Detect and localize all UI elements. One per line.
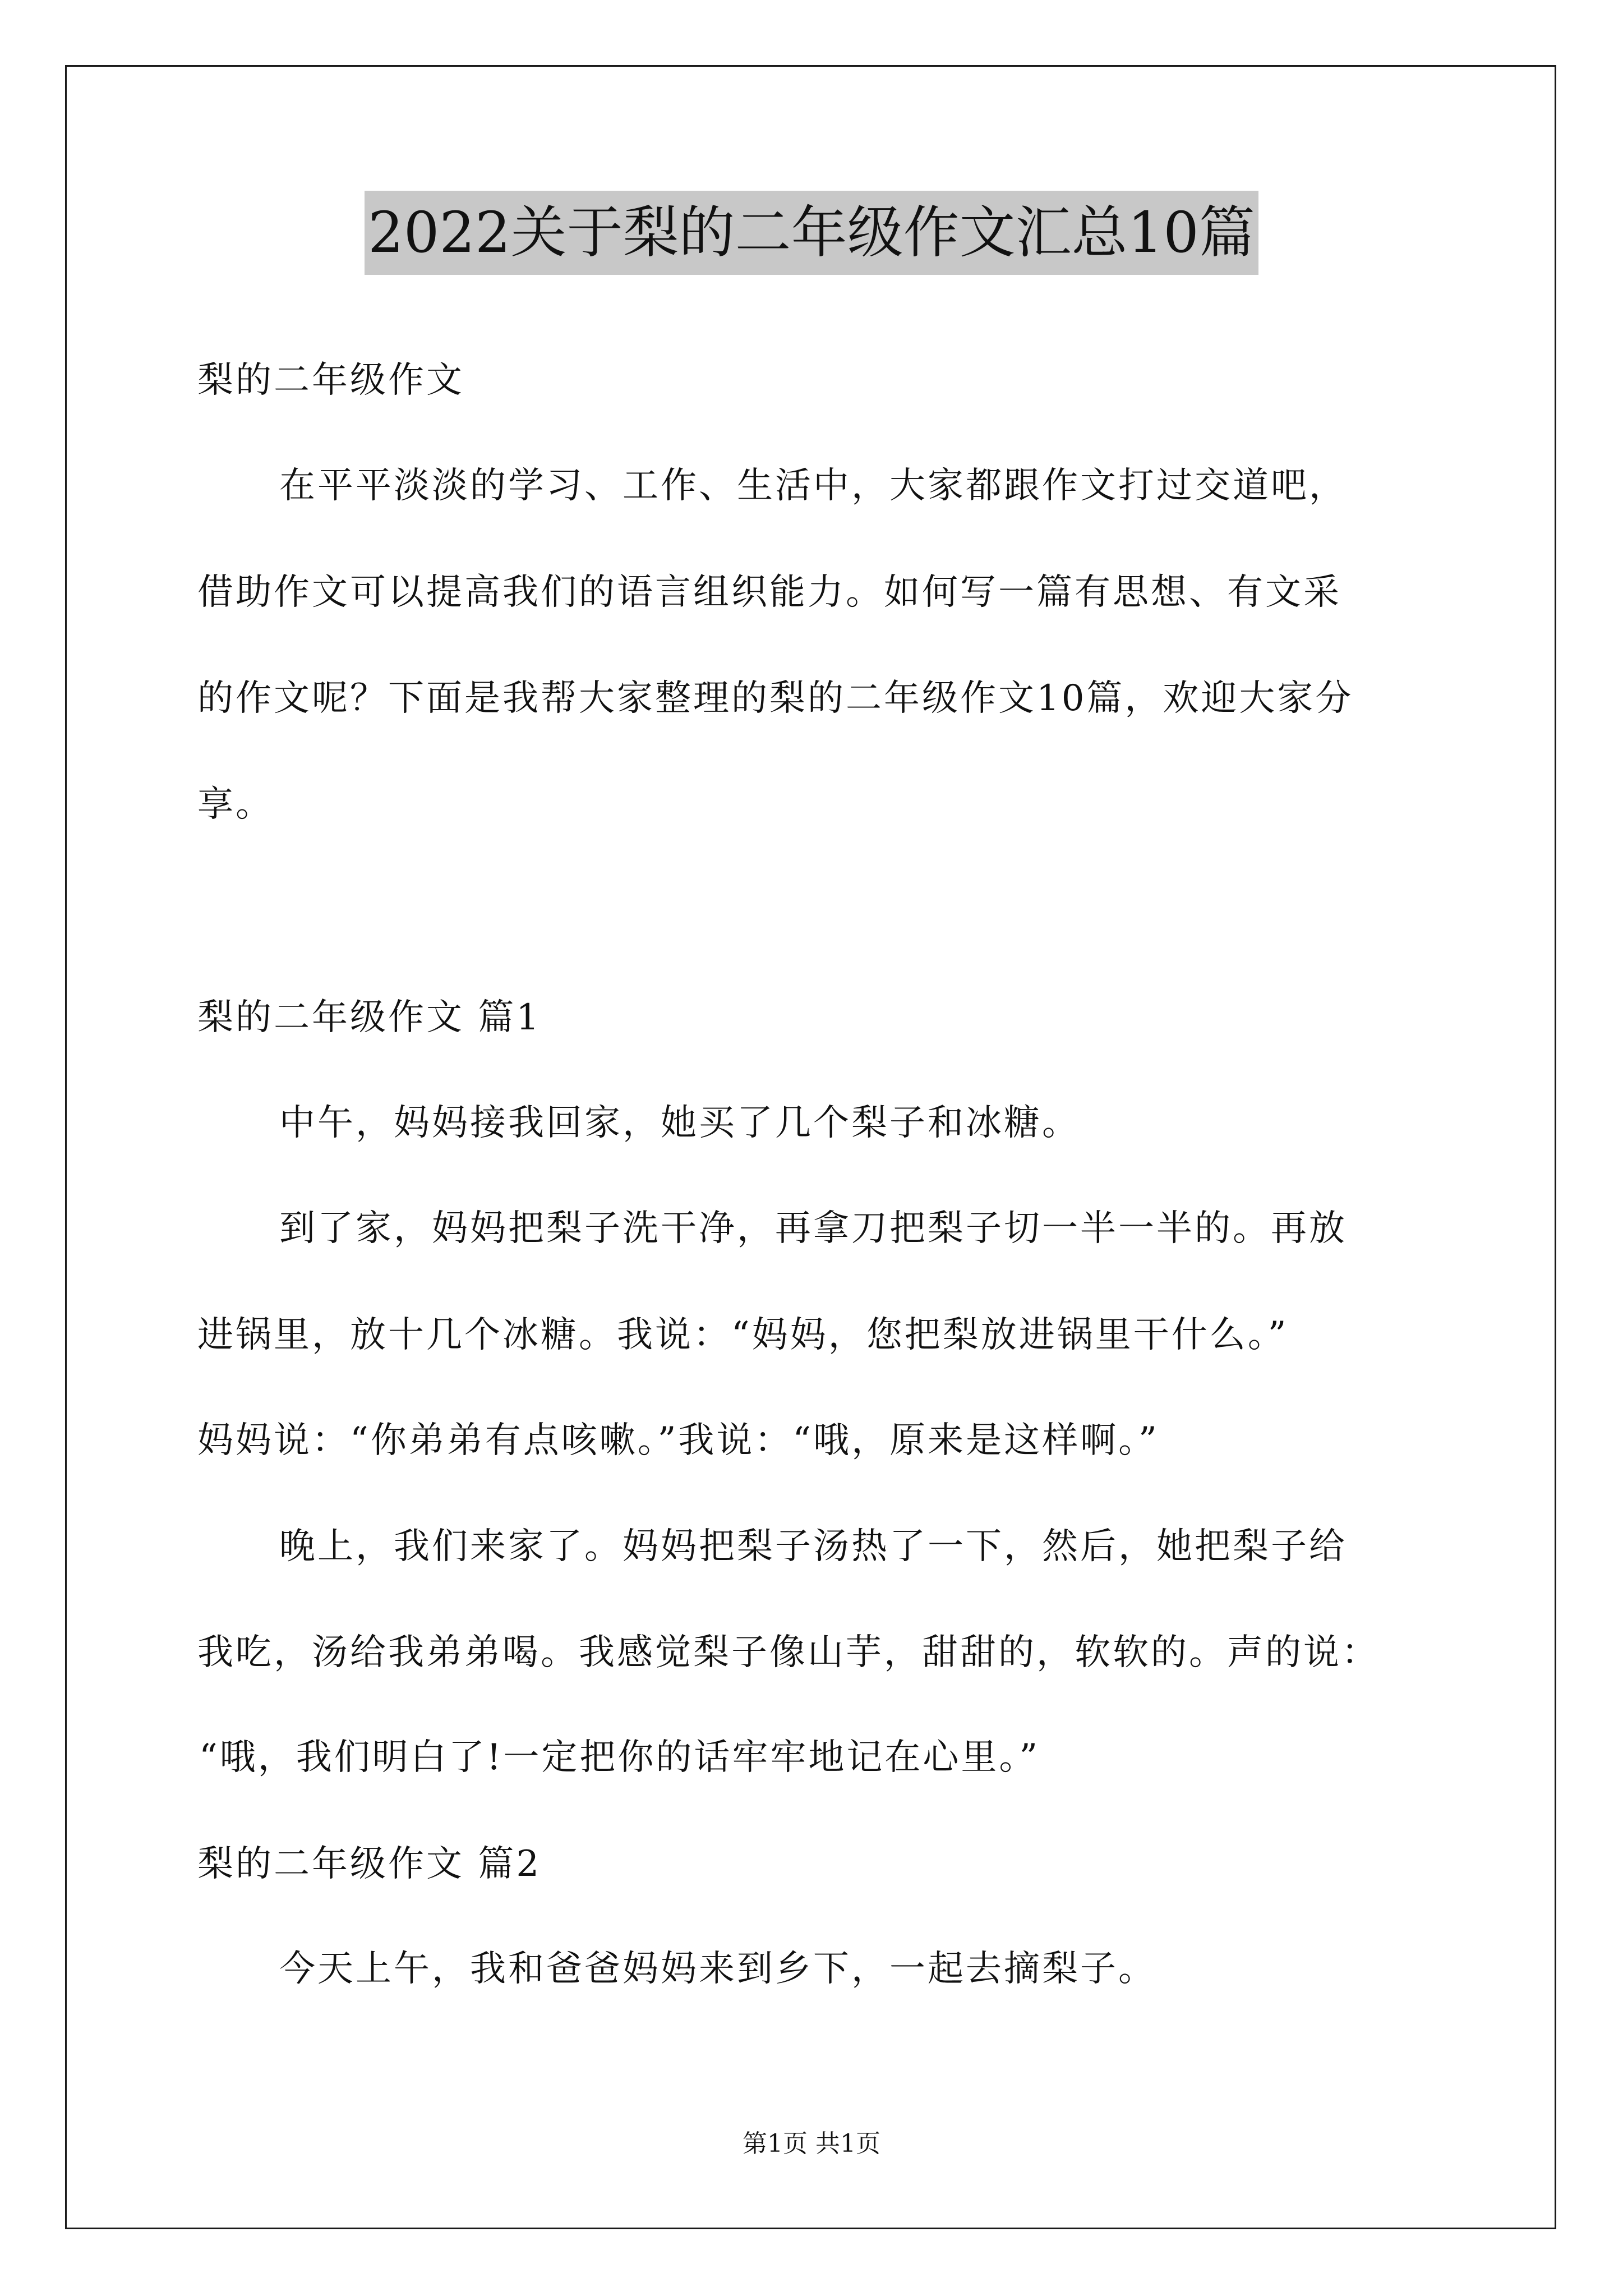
paragraph-line: 享。: [197, 784, 274, 825]
paragraph-line: 我吃，汤给我弟弟喝。我感觉梨子像山芋，甜甜的，软软的。声的说：: [197, 1632, 1380, 1673]
document-title: 2022关于梨的二年级作文汇总10篇: [365, 191, 1258, 275]
intro-heading: 梨的二年级作文: [197, 360, 464, 401]
essay-heading: 梨的二年级作文 篇1: [197, 997, 542, 1038]
paragraph-line: 到了家，妈妈把梨子洗干净，再拿刀把梨子切一半一半的。再放: [279, 1208, 1347, 1249]
page-footer: 第1页 共1页: [743, 2129, 880, 2158]
title-container: [0, 191, 1623, 275]
paragraph-line: 在平平淡淡的学习、工作、生活中，大家都跟作文打过交道吧，: [279, 465, 1347, 507]
paragraph-line: 晚上，我们来家了。妈妈把梨子汤热了一下，然后，她把梨子给: [279, 1526, 1347, 1567]
paragraph-line: 进锅里，放十几个冰糖。我说：“妈妈，您把梨放进锅里干什么。”: [197, 1314, 1289, 1356]
paragraph-line: 妈妈说：“你弟弟有点咳嗽。”我说：“哦，原来是这样啊。”: [197, 1420, 1159, 1461]
paragraph-line: “哦，我们明白了!一定把你的话牢牢地记在心里。”: [199, 1737, 1040, 1778]
essay-heading: 梨的二年级作文 篇2: [197, 1843, 542, 1885]
paragraph-line: 今天上午，我和爸爸妈妈来到乡下，一起去摘梨子。: [279, 1948, 1156, 1990]
paragraph-line: 的作文呢？下面是我帮大家整理的梨的二年级作文10篇，欢迎大家分: [197, 678, 1354, 719]
paragraph-line: 中午，妈妈接我回家，她买了几个梨子和冰糖。: [279, 1102, 1080, 1144]
paragraph-line: 借助作文可以提高我们的语言组织能力。如何写一篇有思想、有文采: [197, 572, 1341, 613]
